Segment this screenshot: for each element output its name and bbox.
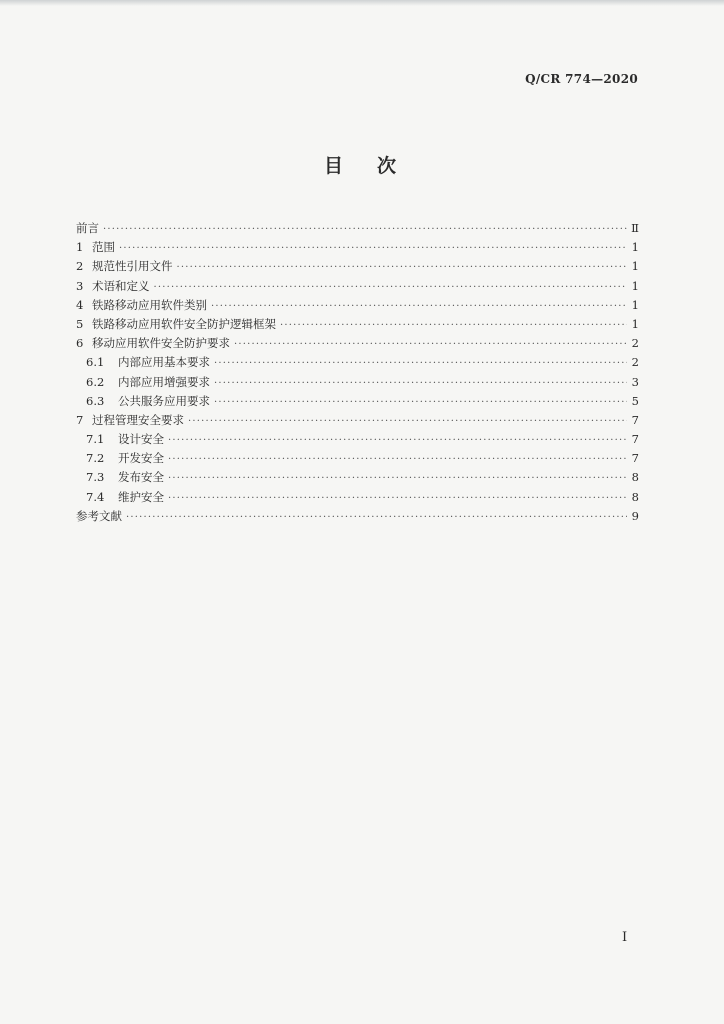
toc-entry-number: 4 xyxy=(76,297,84,312)
toc-entry-page: 1 xyxy=(631,259,639,274)
toc-leader-dots xyxy=(168,469,627,488)
toc-entry-3[interactable] xyxy=(76,277,639,296)
toc-entry-number: 6.2 xyxy=(86,374,105,389)
toc-entry-7-1[interactable] xyxy=(76,430,639,449)
scan-edge xyxy=(0,0,724,6)
toc-entry-6-1[interactable] xyxy=(76,353,639,372)
toc-entry-number: 1 xyxy=(76,240,84,255)
toc-leader-dots xyxy=(168,450,627,469)
toc-leader-dots xyxy=(126,508,627,527)
toc-leader-dots xyxy=(280,316,627,335)
toc-entry-title: 公共服务应用要求 xyxy=(118,393,210,408)
toc-entry-page: 9 xyxy=(631,508,639,523)
toc-entry-page: 1 xyxy=(631,278,639,293)
toc-entry-6-3[interactable] xyxy=(76,392,639,411)
toc-entry-title: 内部应用增强要求 xyxy=(118,374,210,389)
toc-entry-number: 7.1 xyxy=(86,432,105,447)
toc-entry-7[interactable] xyxy=(76,411,639,430)
table-of-contents xyxy=(76,219,639,526)
toc-entry-7-4[interactable] xyxy=(76,488,639,507)
toc-title-char-1: 目 xyxy=(323,155,347,177)
toc-entry-number: 2 xyxy=(76,259,84,274)
toc-leader-dots xyxy=(214,374,627,393)
toc-entry-number: 3 xyxy=(76,278,84,293)
toc-entry-title: 铁路移动应用软件类别 xyxy=(92,297,207,312)
toc-entry-4[interactable] xyxy=(76,296,639,315)
toc-entry-references[interactable] xyxy=(76,507,639,526)
toc-entry-page: 1 xyxy=(631,316,639,331)
toc-entry-page: 7 xyxy=(631,432,639,447)
toc-entry-title: 设计安全 xyxy=(118,432,164,447)
toc-entry-5[interactable] xyxy=(76,315,639,334)
toc-leader-dots xyxy=(177,258,628,277)
toc-entry-foreword[interactable] xyxy=(76,219,639,238)
toc-entry-title: 参考文献 xyxy=(76,508,122,523)
page-number: I xyxy=(622,930,628,945)
toc-entry-number: 7.3 xyxy=(86,470,105,485)
toc-entry-page: 1 xyxy=(631,240,639,255)
toc-entry-title: 术语和定义 xyxy=(92,278,150,293)
document-code: Q/CR 774—2020 xyxy=(525,72,638,86)
toc-entry-number: 6 xyxy=(76,336,84,351)
toc-entry-number: 7 xyxy=(76,412,84,427)
toc-leader-dots xyxy=(119,239,627,258)
toc-entry-page: 2 xyxy=(631,355,639,370)
toc-leader-dots xyxy=(188,412,627,431)
toc-entry-title: 前言 xyxy=(76,221,99,235)
toc-entry-title: 内部应用基本要求 xyxy=(118,355,210,370)
toc-entry-number: 7.2 xyxy=(86,451,105,466)
toc-entry-number: 7.4 xyxy=(86,489,105,504)
toc-leader-dots xyxy=(168,489,627,508)
toc-leader-dots xyxy=(168,431,627,450)
toc-leader-dots xyxy=(103,220,627,239)
toc-entry-7-2[interactable] xyxy=(76,449,639,468)
toc-entry-page: 8 xyxy=(631,489,639,504)
toc-entry-6[interactable] xyxy=(76,334,639,353)
toc-entry-page: 3 xyxy=(631,374,639,389)
toc-entry-title: 移动应用软件安全防护要求 xyxy=(92,336,230,351)
toc-leader-dots xyxy=(211,297,627,316)
toc-entry-page: 1 xyxy=(631,297,639,312)
toc-entry-title: 铁路移动应用软件安全防护逻辑框架 xyxy=(92,316,276,331)
toc-entry-title: 发布安全 xyxy=(118,470,164,485)
toc-entry-7-3[interactable] xyxy=(76,468,639,487)
toc-entry-title: 过程管理安全要求 xyxy=(92,412,184,427)
toc-leader-dots xyxy=(234,335,627,354)
toc-entry-page: 2 xyxy=(631,336,639,351)
toc-entry-page: 5 xyxy=(631,393,639,408)
toc-entry-number: 6.3 xyxy=(86,393,105,408)
toc-entry-title: 开发安全 xyxy=(118,451,164,466)
toc-entry-2[interactable] xyxy=(76,257,639,276)
toc-title-char-2: 次 xyxy=(377,155,401,177)
toc-entry-title: 规范性引用文件 xyxy=(92,259,173,274)
toc-entry-page: 7 xyxy=(631,451,639,466)
toc-title xyxy=(0,151,724,178)
toc-entry-number: 6.1 xyxy=(86,355,105,370)
toc-entry-number: 5 xyxy=(76,316,84,331)
toc-leader-dots xyxy=(214,393,627,412)
toc-leader-dots xyxy=(154,278,628,297)
toc-entry-page: 8 xyxy=(631,470,639,485)
toc-entry-page: Ⅱ xyxy=(631,221,639,235)
toc-leader-dots xyxy=(214,354,627,373)
toc-entry-page: 7 xyxy=(631,412,639,427)
toc-entry-6-2[interactable] xyxy=(76,373,639,392)
toc-entry-title: 维护安全 xyxy=(118,489,164,504)
toc-entry-title: 范围 xyxy=(92,240,115,255)
toc-entry-1[interactable] xyxy=(76,238,639,257)
